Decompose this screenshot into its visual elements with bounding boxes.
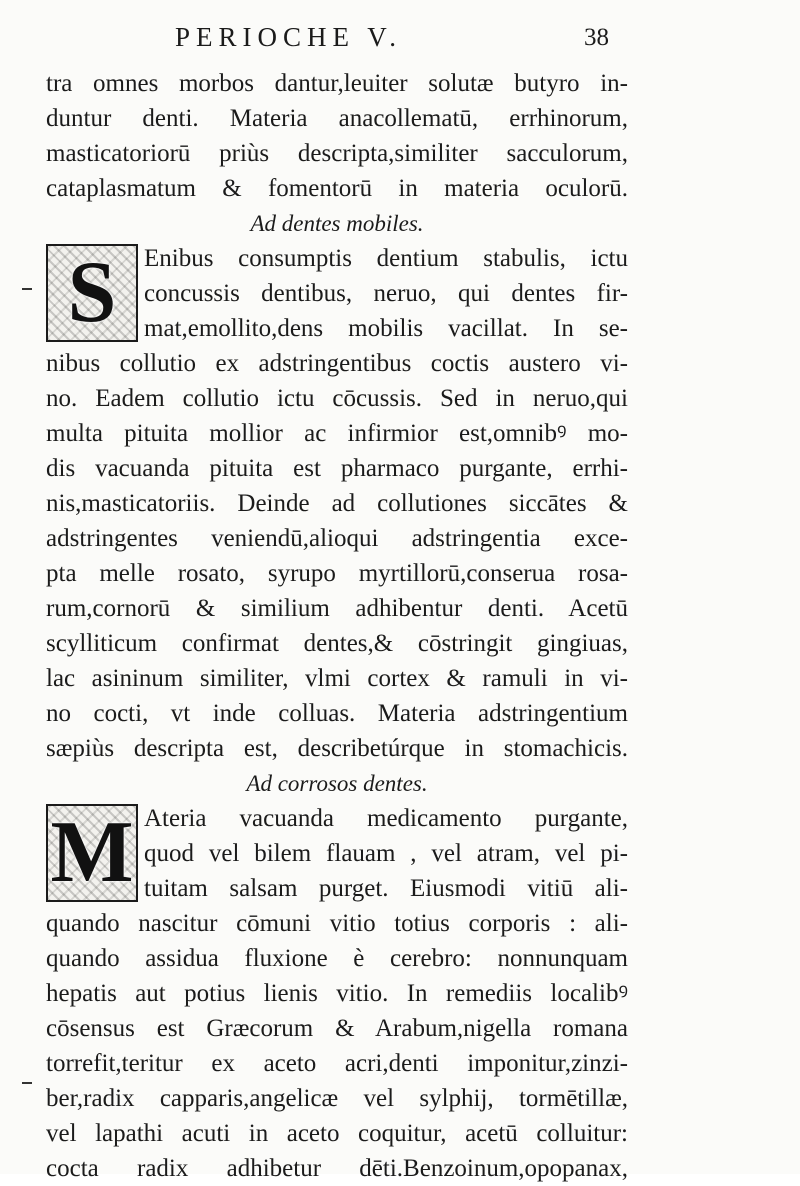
text-line: tuitam salsam purget. Eiusmodi vitiū ali- bbox=[144, 875, 628, 902]
margin-mark bbox=[22, 288, 32, 290]
text-line: Enibus consumptis dentium stabulis, ictu bbox=[144, 245, 628, 272]
text-line: ber,radix capparis,angelicæ vel sylphij, tormētillæ, bbox=[46, 1085, 628, 1112]
text-line: quod vel bilem flauam , vel atram, vel pi- bbox=[144, 840, 628, 867]
page-header bbox=[0, 22, 800, 62]
text-line: duntur denti. Materia anacollematū, errhinorum, bbox=[46, 105, 628, 132]
text-line: no. Eadem collutio ictu cōcussis. Sed in neruo,qui bbox=[46, 385, 628, 412]
text-line: no cocti, vt inde colluas. Materia adstringentium bbox=[46, 700, 628, 727]
page-number: 38 bbox=[584, 24, 609, 51]
text-line: sæpiùs descripta est, describetúrque in stomachicis. bbox=[46, 735, 628, 762]
paragraph bbox=[46, 801, 628, 1186]
text-line: lac asininum similiter, vlmi cortex & ramuli in vi- bbox=[46, 665, 628, 692]
text-line: Ateria vacuanda medicamento purgante, bbox=[144, 805, 628, 832]
text-line: mat,emollito,dens mobilis vacillat. In se- bbox=[144, 315, 628, 342]
text-line: torrefit,teritur ex aceto acri,denti imponitur,zinzi- bbox=[46, 1050, 628, 1077]
section-heading: Ad corrosos dentes. bbox=[246, 771, 428, 796]
main-text bbox=[46, 66, 628, 1186]
running-head: PERIOCHE V. bbox=[175, 22, 403, 52]
section-heading: Ad dentes mobiles. bbox=[250, 211, 424, 236]
initial-letter: S bbox=[67, 244, 117, 341]
text-line: quando assidua fluxione è cerebro: nonnunquam bbox=[46, 945, 628, 972]
text-line: concussis dentibus, neruo, qui dentes fir- bbox=[144, 280, 628, 307]
text-line: hepatis aut potius lienis vitio. In remediis localibꝰ bbox=[46, 980, 628, 1007]
text-line: masticatoriorū priùs descripta,similiter sacculorum, bbox=[46, 140, 628, 167]
text-line: scylliticum confirmat dentes,& cōstringit gingiuas, bbox=[46, 630, 628, 657]
initial-letter: M bbox=[50, 804, 134, 901]
paragraph bbox=[46, 241, 628, 766]
text-line: cōsensus est Græcorum & Arabum,nigella romana bbox=[46, 1015, 628, 1042]
text-line: quando nascitur cōmuni vitio totius corporis : ali- bbox=[46, 910, 628, 937]
text-line: vel lapathi acuti in aceto coquitur, acetū colluitur: bbox=[46, 1120, 628, 1147]
text-line: rum,cornorū & similium adhibentur denti. Acetū bbox=[46, 595, 628, 622]
text-line: multa pituita mollior ac infirmior est,omnibꝰ mo- bbox=[46, 420, 628, 447]
text-line: cocta radix adhibetur dēti.Benzoinum,opopanax, bbox=[46, 1155, 628, 1182]
text-line: nis,masticatoriis. Deinde ad collutiones siccātes & bbox=[46, 490, 628, 517]
decorated-initial bbox=[46, 804, 138, 902]
text-line: cataplasmatum & fomentorū in materia oculorū. bbox=[46, 175, 628, 202]
text-line: dis vacuanda pituita est pharmaco purgante, errhi- bbox=[46, 455, 628, 482]
text-line: pta melle rosato, syrupo myrtillorū,conserua rosa- bbox=[46, 560, 628, 587]
text-line: tra omnes morbos dantur,leuiter solutæ butyro in- bbox=[46, 70, 628, 97]
margin-mark bbox=[22, 1082, 32, 1084]
decorated-initial bbox=[46, 244, 138, 342]
text-line: adstringentes veniendū,alioqui adstringentia exce- bbox=[46, 525, 628, 552]
text-line: nibus collutio ex adstringentibus coctis austero vi- bbox=[46, 350, 628, 377]
